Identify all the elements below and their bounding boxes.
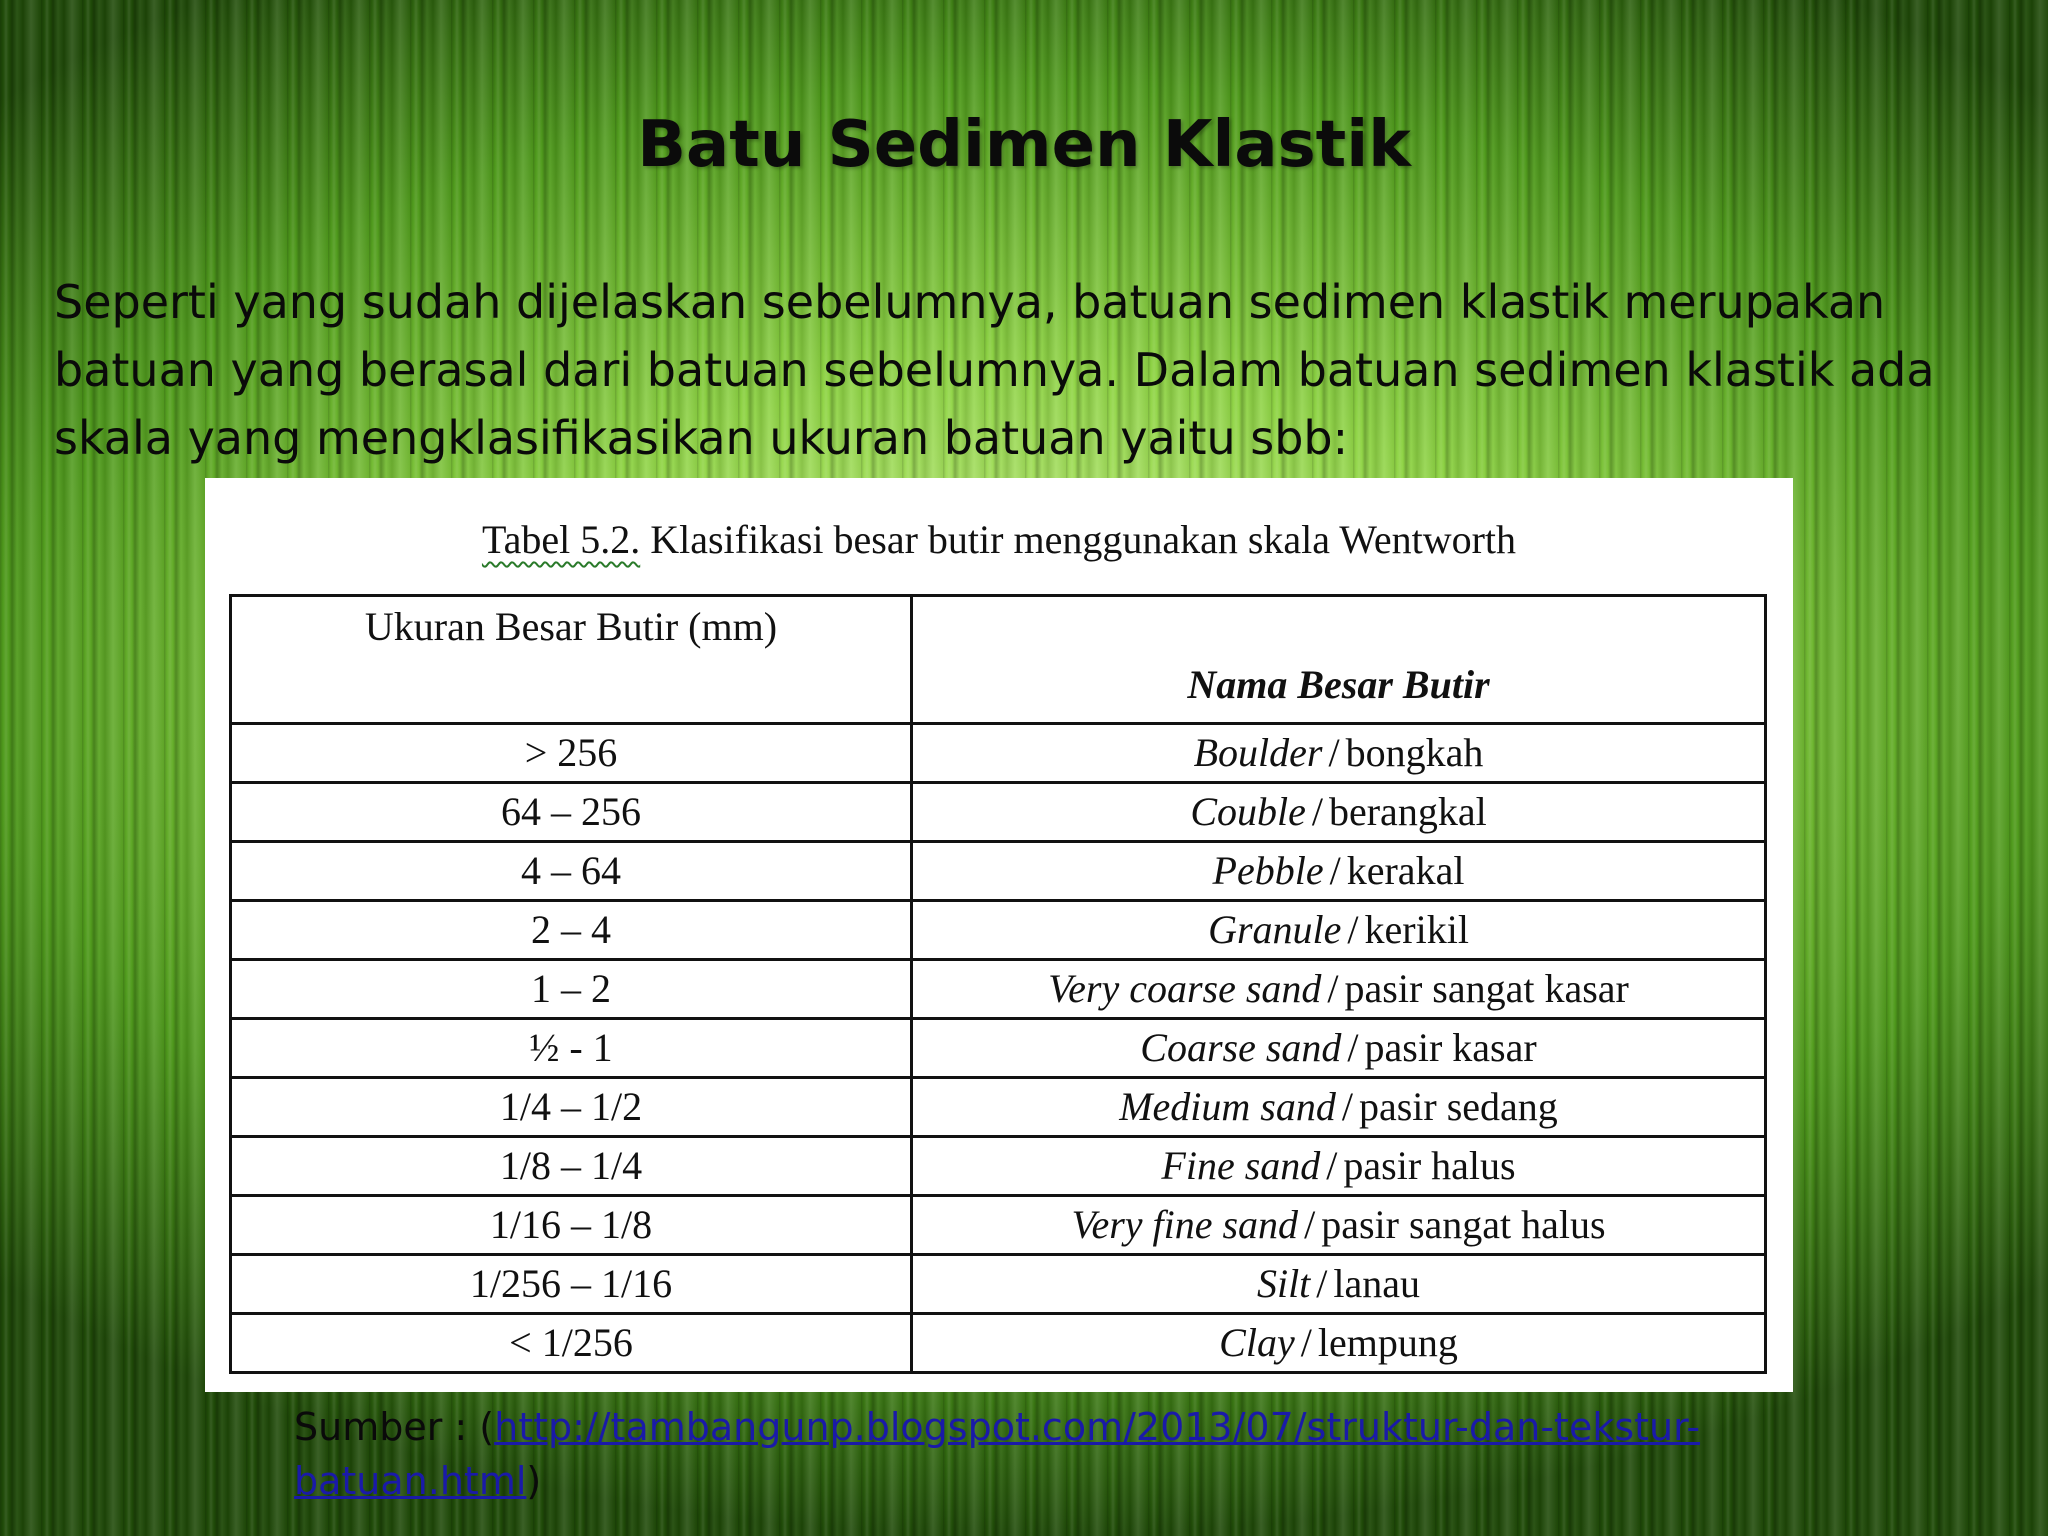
cell-grain-size: > 256 [231, 724, 912, 783]
cell-grain-size: 1/8 – 1/4 [231, 1137, 912, 1196]
grain-name-separator: / [1341, 1084, 1353, 1129]
grain-name-separator: / [1327, 966, 1339, 1011]
cell-grain-name [912, 724, 1766, 783]
table-row [231, 1019, 1766, 1078]
cell-grain-name [912, 960, 1766, 1019]
grain-name-english: Granule [1208, 907, 1342, 952]
grain-name-separator: / [1311, 789, 1323, 834]
table-caption-text: Klasifikasi besar butir menggunakan skala Wentworth [650, 517, 1517, 562]
table-caption [205, 516, 1793, 563]
grain-name-english: Medium sand [1119, 1084, 1336, 1129]
grain-name-indonesian: bongkah [1345, 730, 1484, 775]
table-row [231, 960, 1766, 1019]
cell-grain-name [912, 1196, 1766, 1255]
grain-name-indonesian: pasir sangat kasar [1344, 966, 1629, 1011]
grain-name-indonesian: kerakal [1346, 848, 1465, 893]
cell-grain-size: 64 – 256 [231, 783, 912, 842]
table-row [231, 901, 1766, 960]
grain-name-indonesian: pasir kasar [1364, 1025, 1537, 1070]
table-row [231, 1255, 1766, 1314]
cell-grain-name [912, 1078, 1766, 1137]
table-body [231, 724, 1766, 1373]
cell-grain-size: < 1/256 [231, 1314, 912, 1373]
intro-paragraph: Seperti yang sudah dijelaskan sebelumnya, batuan sedimen klastik merupakan batuan yang berasal dari batuan sebelumnya. Dalam batuan sedimen klastik ada skala yang mengklasifikasikan ukuran batuan yaitu sbb: [54, 275, 1935, 465]
source-citation [294, 1400, 1814, 1508]
grain-name-indonesian: pasir halus [1343, 1143, 1516, 1188]
cell-grain-name [912, 1019, 1766, 1078]
grain-name-english: Coarse sand [1140, 1025, 1342, 1070]
grain-name-indonesian: pasir sedang [1358, 1084, 1558, 1129]
cell-grain-size: 1 – 2 [231, 960, 912, 1019]
grain-name-separator: / [1326, 1143, 1338, 1188]
grain-name-indonesian: pasir sangat halus [1321, 1202, 1606, 1247]
grain-name-separator: / [1347, 1025, 1359, 1070]
cell-grain-name [912, 1137, 1766, 1196]
grain-name-separator: / [1328, 730, 1340, 775]
grain-name-english: Couble [1190, 789, 1306, 834]
grain-name-separator: / [1329, 848, 1341, 893]
source-prefix: Sumber : ( [294, 1405, 495, 1449]
grain-name-separator: / [1347, 907, 1359, 952]
cell-grain-name [912, 901, 1766, 960]
cell-grain-name [912, 1255, 1766, 1314]
table-row [231, 1196, 1766, 1255]
header-grain-size: Ukuran Besar Butir (mm) [231, 596, 912, 724]
header-grain-name: Nama Besar Butir [912, 596, 1766, 724]
cell-grain-size: ½ - 1 [231, 1019, 912, 1078]
grain-name-english: Very coarse sand [1048, 966, 1322, 1011]
table-row [231, 1078, 1766, 1137]
grain-name-separator: / [1316, 1261, 1328, 1306]
table-row [231, 1314, 1766, 1373]
cell-grain-name [912, 783, 1766, 842]
table-image-panel [205, 478, 1793, 1392]
grain-name-separator: / [1300, 1320, 1312, 1365]
cell-grain-size: 2 – 4 [231, 901, 912, 960]
grain-size-table [229, 594, 1767, 1374]
grain-name-indonesian: lempung [1317, 1320, 1458, 1365]
cell-grain-size: 4 – 64 [231, 842, 912, 901]
grain-name-english: Pebble [1212, 848, 1324, 893]
table-row [231, 783, 1766, 842]
source-link[interactable]: http://tambangunp.blogspot.com/2013/07/struktur-dan-tekstur-batuan.html [294, 1405, 1701, 1503]
grain-name-indonesian: kerikil [1364, 907, 1469, 952]
grain-name-english: Boulder [1193, 730, 1323, 775]
grain-name-indonesian: berangkal [1328, 789, 1487, 834]
table-header-row [231, 596, 1766, 724]
grain-name-english: Clay [1219, 1320, 1295, 1365]
table-row [231, 842, 1766, 901]
table-row [231, 724, 1766, 783]
cell-grain-size: 1/16 – 1/8 [231, 1196, 912, 1255]
cell-grain-size: 1/4 – 1/2 [231, 1078, 912, 1137]
cell-grain-name [912, 1314, 1766, 1373]
grain-name-separator: / [1304, 1202, 1316, 1247]
table-row [231, 1137, 1766, 1196]
slide-title: Batu Sedimen Klastik [637, 108, 1411, 182]
grain-name-english: Silt [1256, 1261, 1311, 1306]
grain-name-indonesian: lanau [1333, 1261, 1421, 1306]
grain-name-english: Fine sand [1161, 1143, 1321, 1188]
cell-grain-name [912, 842, 1766, 901]
grain-name-english: Very fine sand [1071, 1202, 1299, 1247]
source-suffix: ) [526, 1459, 542, 1503]
table-caption-ref: Tabel 5.2. [481, 517, 641, 562]
cell-grain-size: 1/256 – 1/16 [231, 1255, 912, 1314]
